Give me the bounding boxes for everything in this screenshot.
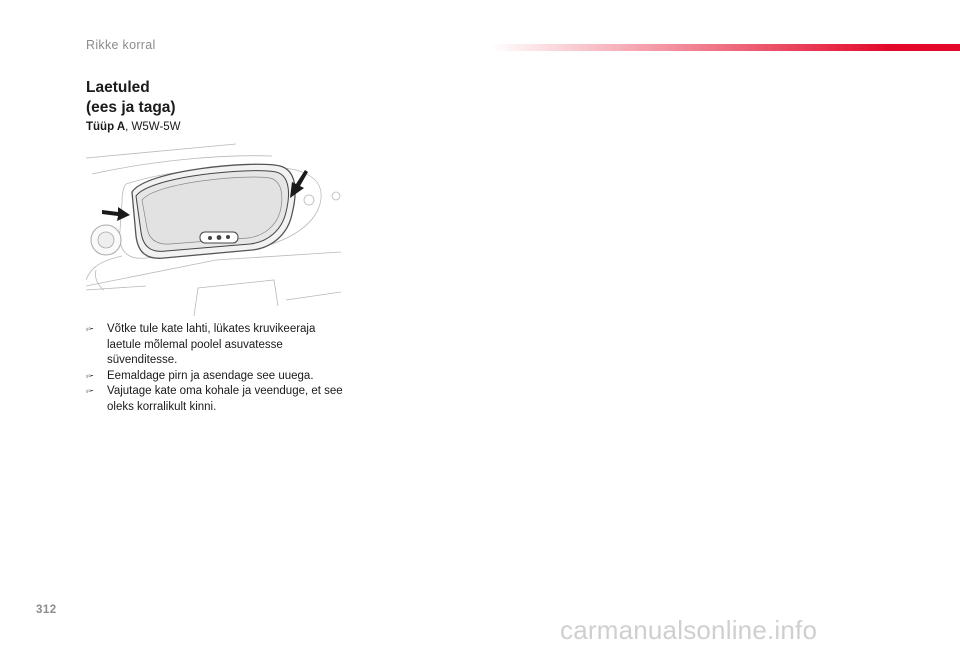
arrow-icon (102, 207, 130, 221)
title-line-2: (ees ja taga) (86, 99, 176, 116)
title-line-1: Laetuled (86, 79, 150, 96)
page-number: 312 (36, 604, 57, 616)
instruction-text: Vajutage kate oma kohale ja veenduge, et see oleks korralikult kinni. (107, 385, 343, 413)
bulb-type-label: Tüüp A (86, 121, 126, 133)
pointing-hand-icon: 🖙 (86, 370, 94, 382)
arrow-icon (290, 170, 308, 198)
list-item (86, 369, 351, 385)
list-item (86, 322, 351, 369)
list-item (86, 384, 351, 415)
watermark: carmanualsonline.info (560, 615, 818, 645)
section-title: Rikke korral (86, 38, 156, 52)
instruction-text: Eemaldage pirn ja asendage see uuega. (107, 369, 314, 382)
pointing-hand-icon: 🖙 (86, 324, 94, 335)
page-title (86, 78, 346, 118)
instruction-text: Võtke tule kate lahti, lükates kruvikeeraja laetule mõlemal poolel asuvatesse süvenditesse. (107, 323, 316, 366)
instruction-list (86, 322, 351, 415)
header-accent-bar (490, 44, 960, 51)
bulb-type (86, 121, 181, 133)
bulb-type-spec: , W5W-5W (125, 121, 181, 133)
pointing-hand-icon: 🖙 (86, 386, 94, 397)
ceiling-light-illustration (86, 140, 341, 320)
